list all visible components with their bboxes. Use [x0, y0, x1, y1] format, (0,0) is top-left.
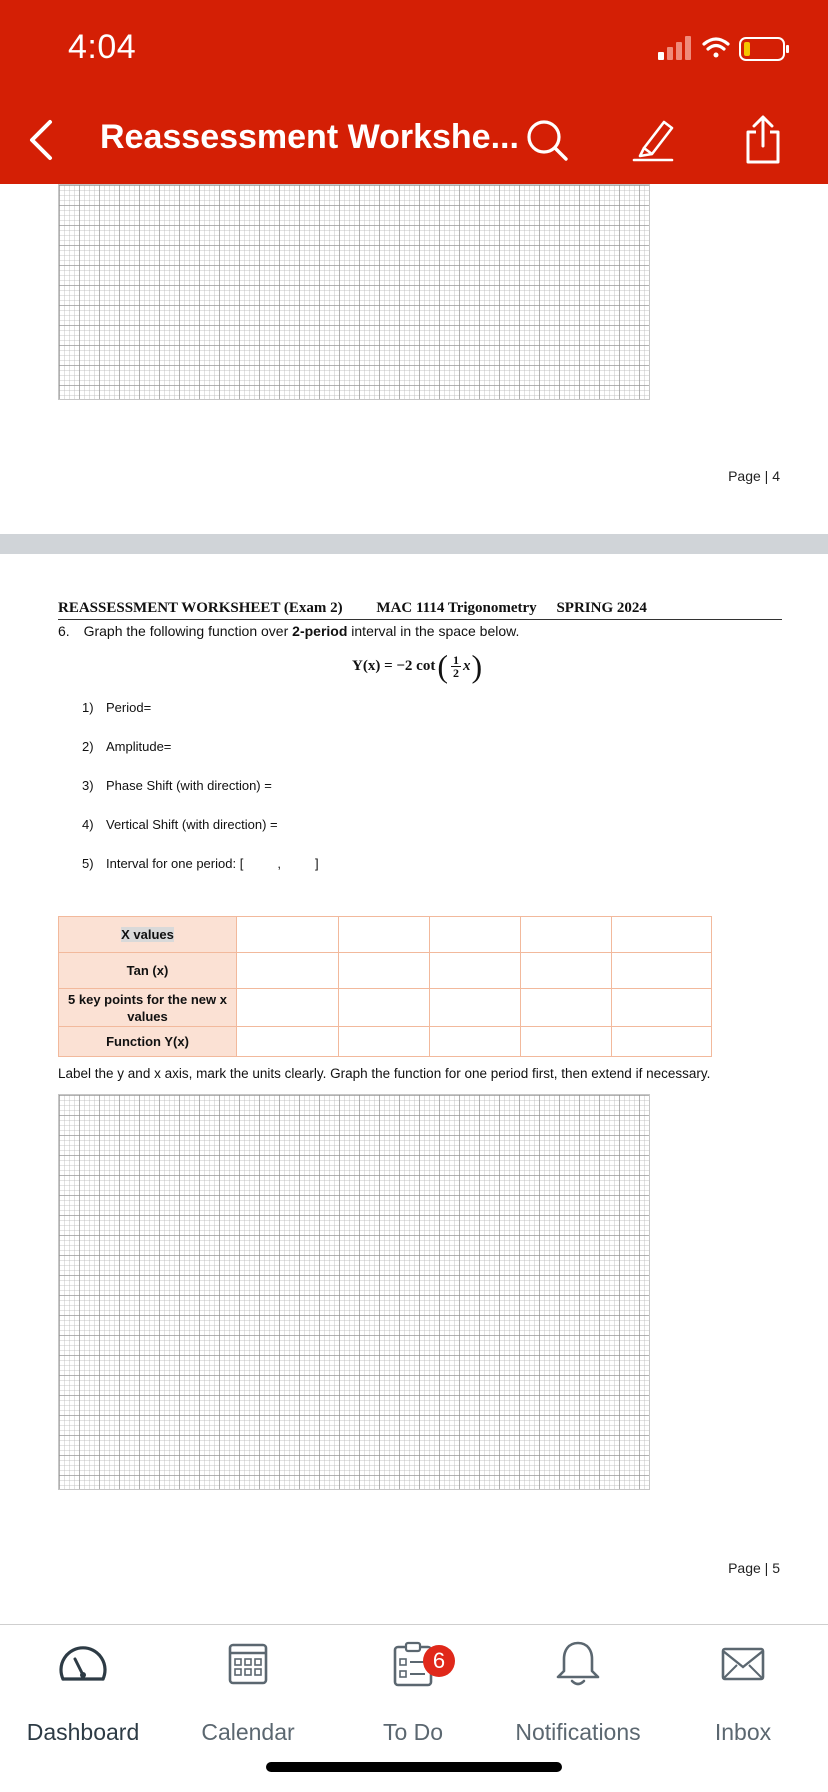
question-text-before: Graph the following function over	[83, 623, 293, 639]
function-formula: Y(x) = −2 cot ( $\frac{1}{2}$ x )	[352, 648, 483, 684]
term: SPRING 2024	[556, 600, 647, 616]
dashboard-icon	[55, 1639, 111, 1689]
share-icon[interactable]	[738, 114, 788, 166]
tab-inbox[interactable]	[668, 1639, 818, 1749]
graph-instructions: Label the y and x axis, mark the units clearly. Graph the function for one period first, then extend if necessary.	[58, 1066, 711, 1081]
formula-lhs: Y(x) = −2 cot	[352, 657, 436, 674]
table-cell[interactable]	[339, 917, 430, 953]
top-header	[0, 0, 828, 184]
table-row	[59, 989, 712, 1027]
tab-label: Inbox	[714, 1719, 772, 1745]
battery-icon	[740, 38, 789, 60]
worksheet-title: REASSESSMENT WORKSHEET (Exam 2)	[58, 600, 343, 616]
tab-todo[interactable]	[338, 1639, 488, 1749]
table-cell[interactable]	[430, 917, 521, 953]
row-header-function: Function Y(x)	[59, 1027, 237, 1057]
page-separator	[0, 534, 828, 554]
table-cell[interactable]	[430, 989, 521, 1027]
table-cell[interactable]	[339, 1027, 430, 1057]
table-row	[59, 953, 712, 989]
values-table	[58, 916, 712, 1057]
table-row	[59, 917, 712, 953]
table-cell[interactable]	[612, 953, 712, 989]
table-cell[interactable]	[430, 953, 521, 989]
wifi-icon	[704, 39, 728, 58]
formula-fraction	[451, 654, 461, 679]
table-cell[interactable]	[237, 989, 339, 1027]
nav-title: Reassessment Workshe...	[100, 118, 519, 156]
table-cell[interactable]	[237, 953, 339, 989]
formula-var: x	[462, 657, 471, 674]
document-viewer[interactable]	[0, 184, 828, 1624]
table-cell[interactable]	[612, 989, 712, 1027]
row-header-key-points: 5 key points for the new x values	[59, 989, 237, 1027]
question-text-bold: 2-period	[292, 623, 348, 639]
table-cell[interactable]	[339, 953, 430, 989]
todo-badge: 6	[423, 1645, 455, 1677]
back-chevron-icon[interactable]	[22, 118, 62, 162]
signal-icon	[658, 36, 691, 60]
row-header-x-values: X values	[59, 917, 237, 953]
bell-icon	[550, 1639, 606, 1689]
course-name: MAC 1114 Trigonometry	[376, 600, 537, 616]
status-time: 4:04	[68, 28, 137, 66]
tab-label: Notifications	[515, 1719, 641, 1745]
table-cell[interactable]	[521, 953, 612, 989]
table-row	[59, 1027, 712, 1057]
table-cell[interactable]	[430, 1027, 521, 1057]
tab-label: To Do	[382, 1719, 444, 1745]
graph-grid-page5	[58, 1094, 650, 1490]
interval-comma: ,	[277, 856, 281, 871]
item-phase-shift: 3) Phase Shift (with direction) =	[82, 778, 272, 793]
status-icons	[658, 34, 798, 64]
question-number: 6.	[58, 623, 70, 639]
tab-notifications[interactable]	[503, 1639, 653, 1749]
calendar-icon	[220, 1639, 276, 1689]
table-cell[interactable]	[521, 989, 612, 1027]
highlighter-icon[interactable]	[630, 114, 680, 166]
table-cell[interactable]	[339, 989, 430, 1027]
item-amplitude: 2) Amplitude=	[82, 739, 172, 754]
table-cell[interactable]	[237, 917, 339, 953]
interval-close: ]	[314, 856, 319, 871]
fraction-denominator: 2	[452, 665, 459, 680]
fraction-numerator: 1	[452, 652, 459, 667]
question-6	[58, 623, 519, 639]
page-number-4: Page | 4	[728, 468, 780, 484]
table-cell[interactable]	[521, 1027, 612, 1057]
table-cell[interactable]	[237, 1027, 339, 1057]
question-text-after: interval in the space below.	[347, 623, 520, 639]
table-cell[interactable]	[612, 917, 712, 953]
graph-grid-page4	[58, 184, 650, 400]
item-interval: 5) Interval for one period: [ , ]	[82, 856, 319, 871]
search-icon[interactable]	[522, 114, 572, 166]
worksheet-header	[58, 600, 782, 620]
inbox-icon	[715, 1639, 771, 1689]
item-period: 1) Period=	[82, 700, 152, 715]
tab-dashboard[interactable]	[8, 1639, 158, 1749]
tab-calendar[interactable]	[173, 1639, 323, 1749]
tab-label: Calendar	[201, 1719, 295, 1745]
table-cell[interactable]	[521, 917, 612, 953]
home-indicator[interactable]	[266, 1762, 562, 1772]
page-number-5: Page | 5	[728, 1560, 780, 1576]
table-cell[interactable]	[612, 1027, 712, 1057]
tab-label: Dashboard	[26, 1719, 140, 1745]
row-header-tan: Tan (x)	[59, 953, 237, 989]
item-vertical-shift: 4) Vertical Shift (with direction) =	[82, 817, 278, 832]
